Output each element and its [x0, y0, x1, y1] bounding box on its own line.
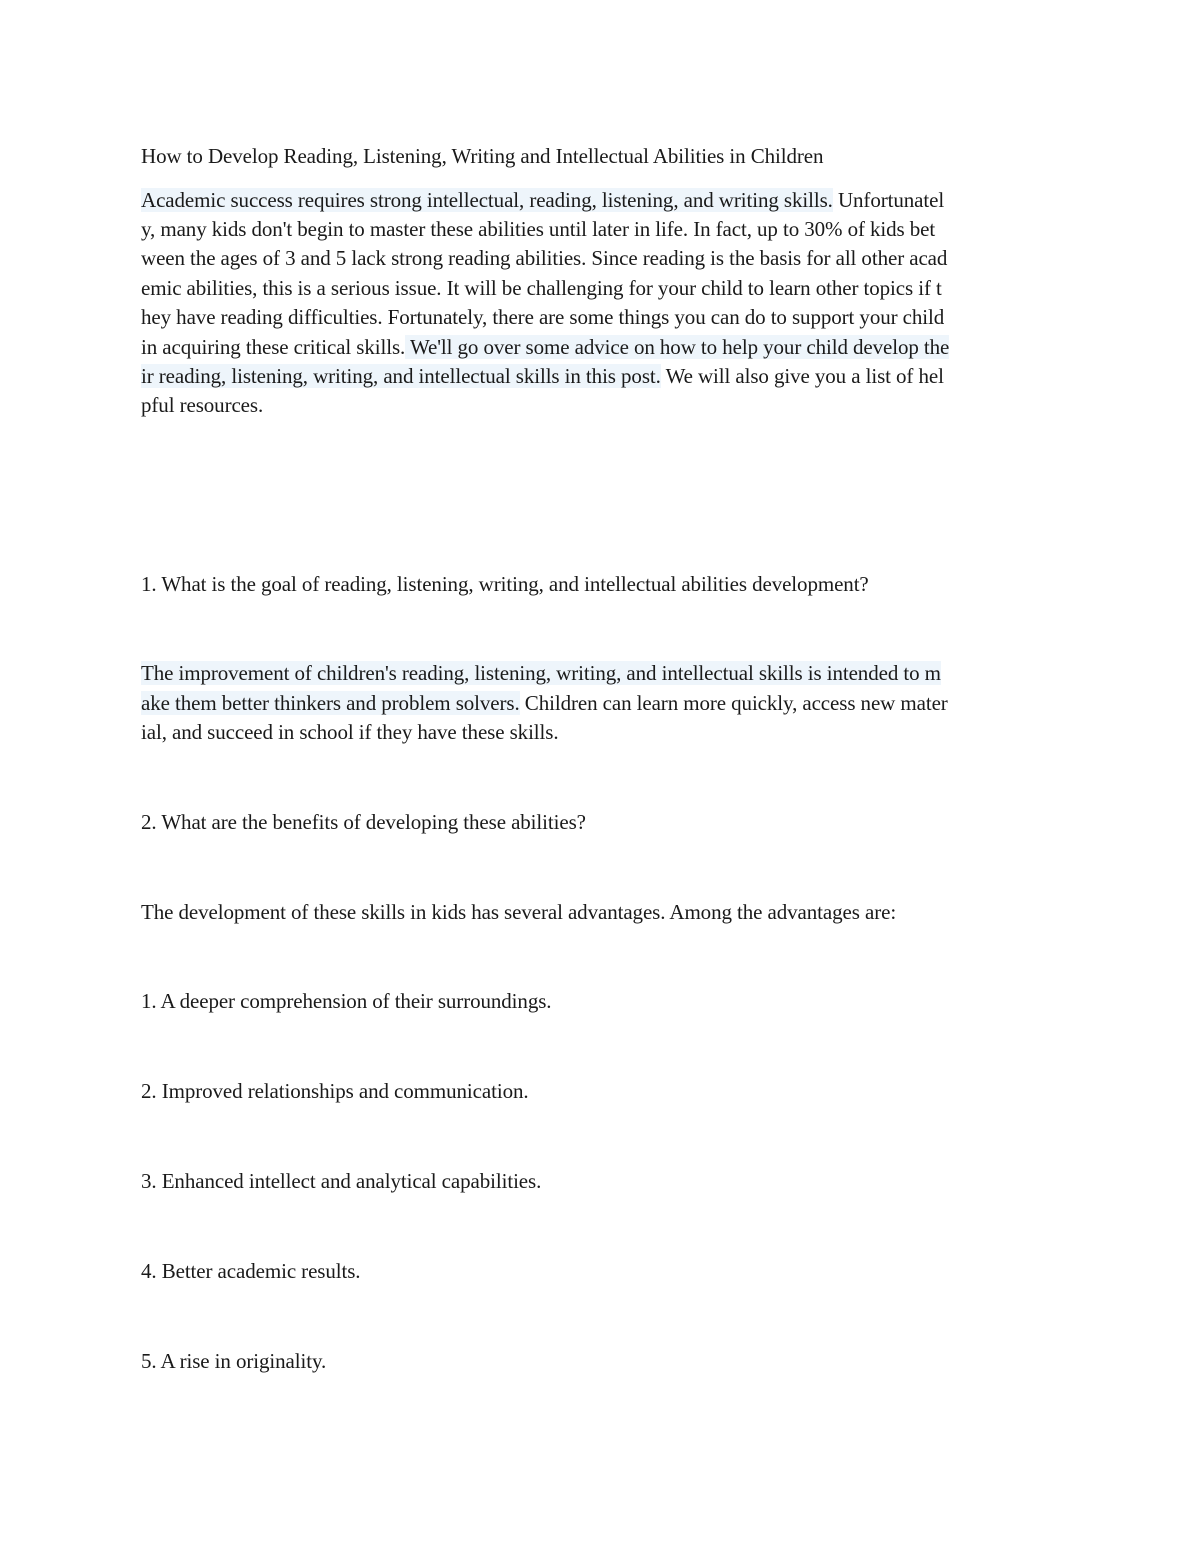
benefit-item-4: 4. Better academic results. [141, 1259, 361, 1283]
answer-1-line-3 [141, 718, 559, 747]
benefit-item-1: 1. A deeper comprehension of their surroundings. [141, 989, 552, 1013]
intro-line-6-highlight: We'll go over some advice on how to help your child develop the [405, 335, 950, 359]
benefit-item-5: 5. A rise in originality. [141, 1349, 327, 1373]
question-2: 2. What are the benefits of developing these abilities? [141, 810, 586, 834]
intro-line-1 [141, 186, 944, 215]
intro-line-6 [141, 333, 949, 362]
intro-line-5 [141, 303, 944, 332]
intro-line-7-text: We will also give you a list of hel [660, 364, 944, 388]
intro-line-3 [141, 244, 947, 273]
intro-line-6-text: in acquiring these critical skills. [141, 335, 406, 359]
answer-1-line-2-highlight: ake them better thinkers and problem solvers. [141, 691, 520, 715]
intro-line-1-highlight: Academic success requires strong intellectual, reading, listening, and writing skills. [141, 188, 833, 212]
intro-line-7-highlight: ir reading, listening, writing, and intellectual skills in this post. [141, 364, 661, 388]
intro-line-8 [141, 391, 263, 420]
answer-2-intro: The development of these skills in kids has several advantages. Among the advantages are: [141, 900, 897, 924]
answer-1-line-2-text: Children can learn more quickly, access new mater [519, 691, 948, 715]
answer-1-line-1 [141, 659, 941, 688]
intro-line-4-text: emic abilities, this is a serious issue. It will be challenging for your child to learn other topics if t [141, 276, 942, 300]
intro-line-7 [141, 362, 944, 391]
document-title: How to Develop Reading, Listening, Writing and Intellectual Abilities in Children [141, 144, 824, 168]
intro-line-2-text: y, many kids don't begin to master these abilities until later in life. In fact, up to 30% of kids bet [141, 217, 936, 241]
intro-line-4 [141, 274, 942, 303]
benefit-item-3: 3. Enhanced intellect and analytical capabilities. [141, 1169, 542, 1193]
intro-line-3-text: ween the ages of 3 and 5 lack strong reading abilities. Since reading is the basis for all other acad [141, 246, 948, 270]
intro-line-1-text: Unfortunatel [832, 188, 945, 212]
answer-1-line-2 [141, 689, 948, 718]
answer-1-line-3-text: ial, and succeed in school if they have these skills. [141, 720, 559, 744]
answer-1-line-1-highlight: The improvement of children's reading, listening, writing, and intellectual skills is intended to m [141, 661, 941, 685]
intro-line-2 [141, 215, 935, 244]
question-1: 1. What is the goal of reading, listening, writing, and intellectual abilities development? [141, 572, 869, 596]
intro-line-5-text: hey have reading difficulties. Fortunately, there are some things you can do to support your child [141, 305, 945, 329]
intro-line-8-text: pful resources. [141, 393, 264, 417]
benefit-item-2: 2. Improved relationships and communication. [141, 1079, 529, 1103]
